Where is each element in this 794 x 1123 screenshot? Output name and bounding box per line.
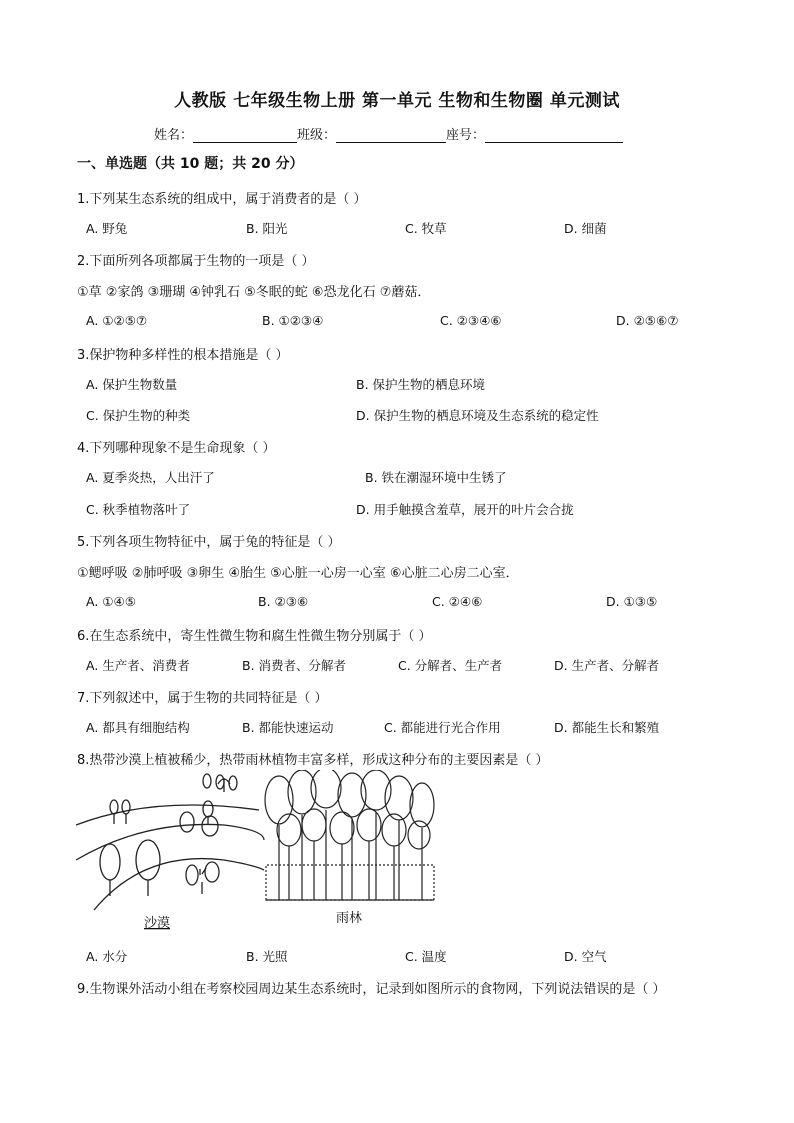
q7-option-b[interactable]: B. 都能快速运动 xyxy=(242,720,334,735)
q1-option-a[interactable]: A. 野兔 xyxy=(86,221,128,236)
rainforest-scene xyxy=(265,770,434,900)
q2-option-a[interactable]: A. ①②⑤⑦ xyxy=(86,313,148,328)
section-heading: 一、单选题（共 10 题；共 20 分） xyxy=(77,156,304,172)
question-7: 7.下列叙述中，属于生物的共同特征是（ ） xyxy=(77,691,328,706)
q1-option-d[interactable]: D. 细菌 xyxy=(564,221,607,236)
q6-option-c[interactable]: C. 分解者、生产者 xyxy=(398,658,503,673)
question-5-items: ①鳃呼吸 ②肺呼吸 ③卵生 ④胎生 ⑤心脏一心房一心室 ⑥心脏二心房二心室． xyxy=(77,566,519,581)
question-2: 2.下面所列各项都属于生物的一项是（ ） xyxy=(77,254,315,269)
q7-option-a[interactable]: A. 都具有细胞结构 xyxy=(86,720,190,735)
class-label: 班级： xyxy=(297,128,337,143)
q1-option-b[interactable]: B. 阳光 xyxy=(246,221,288,236)
q4-option-b[interactable]: B. 铁在潮湿环境中生锈了 xyxy=(365,470,507,485)
q8-option-d[interactable]: D. 空气 xyxy=(564,949,607,964)
q2-option-d[interactable]: D. ②⑤⑥⑦ xyxy=(616,313,679,328)
habitat-illustration xyxy=(74,770,444,930)
q7-option-c[interactable]: C. 都能进行光合作用 xyxy=(384,720,501,735)
q4-option-a[interactable]: A. 夏季炎热，人出汗了 xyxy=(86,470,215,485)
q8-option-a[interactable]: A. 水分 xyxy=(86,949,128,964)
class-field[interactable] xyxy=(336,128,446,143)
desert-rainforest-figure xyxy=(74,770,444,930)
q1-option-c[interactable]: C. 牧草 xyxy=(405,221,447,236)
question-1: 1.下列某生态系统的组成中，属于消费者的是（ ） xyxy=(77,192,367,207)
q6-option-b[interactable]: B. 消费者、分解者 xyxy=(242,658,347,673)
q3-option-c[interactable]: C. 保护生物的种类 xyxy=(86,408,191,423)
page-title: 人教版 七年级生物上册 第一单元 生物和生物圈 单元测试 xyxy=(174,91,620,111)
q4-option-d[interactable]: D. 用手触摸含羞草，展开的叶片会合拢 xyxy=(356,502,574,517)
q2-option-c[interactable]: C. ②③④⑥ xyxy=(440,313,502,328)
q6-option-a[interactable]: A. 生产者、消费者 xyxy=(86,658,190,673)
q4-option-c[interactable]: C. 秋季植物落叶了 xyxy=(86,502,191,517)
q5-option-d[interactable]: D. ①③⑤ xyxy=(606,594,658,609)
name-field[interactable] xyxy=(193,128,297,143)
q7-option-d[interactable]: D. 都能生长和繁殖 xyxy=(554,720,660,735)
question-2-items: ①草 ②家鸽 ③珊瑚 ④钟乳石 ⑤冬眠的蛇 ⑥恐龙化石 ⑦蘑菇． xyxy=(77,285,431,300)
q3-option-a[interactable]: A. 保护生物数量 xyxy=(86,377,178,392)
rainforest-label: 雨林 xyxy=(336,911,363,926)
desert-scene xyxy=(76,774,264,910)
question-3: 3.保护物种多样性的根本措施是（ ） xyxy=(77,348,289,363)
q2-option-b[interactable]: B. ①②③④ xyxy=(262,313,324,328)
q6-option-d[interactable]: D. 生产者、分解者 xyxy=(554,658,660,673)
q3-option-d[interactable]: D. 保护生物的栖息环境及生态系统的稳定性 xyxy=(356,408,599,423)
student-info xyxy=(154,124,623,143)
name-label: 姓名： xyxy=(154,128,194,143)
question-8: 8.热带沙漠上植被稀少，热带雨林植物丰富多样，形成这种分布的主要因素是（ ） xyxy=(77,753,549,768)
question-6: 6.在生态系统中，寄生性微生物和腐生性微生物分别属于（ ） xyxy=(77,629,432,644)
q3-option-b[interactable]: B. 保护生物的栖息环境 xyxy=(356,377,486,392)
seat-field[interactable] xyxy=(485,128,623,143)
question-4: 4.下列哪种现象不是生命现象（ ） xyxy=(77,441,276,456)
q5-option-a[interactable]: A. ①④⑤ xyxy=(86,594,136,609)
seat-label: 座号： xyxy=(446,128,486,143)
desert-label: 沙漠 xyxy=(144,916,171,930)
q5-option-c[interactable]: C. ②④⑥ xyxy=(432,594,483,609)
question-9: 9.生物课外活动小组在考察校园周边某生态系统时，记录到如图所示的食物网，下列说法错误的是（ ） xyxy=(77,982,666,997)
q5-option-b[interactable]: B. ②③⑥ xyxy=(258,594,309,609)
q8-option-b[interactable]: B. 光照 xyxy=(246,949,288,964)
question-5: 5.下列各项生物特征中，属于兔的特征是（ ） xyxy=(77,535,341,550)
q8-option-c[interactable]: C. 温度 xyxy=(405,949,447,964)
